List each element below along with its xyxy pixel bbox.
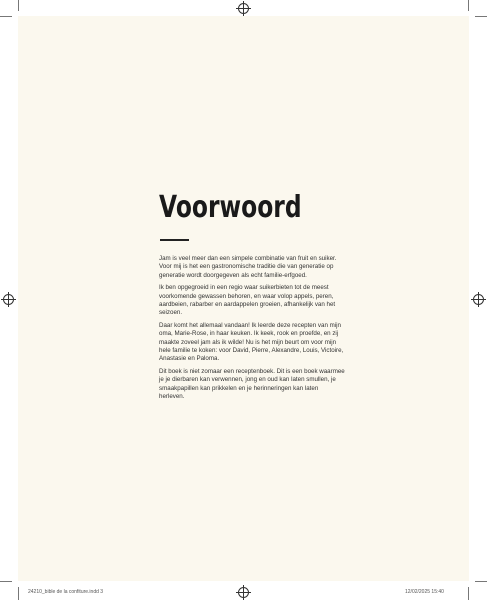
registration-mark-icon [473,294,484,305]
slug-filename: 24210_bible de la confiture.indd 3 [28,589,104,595]
crop-mark [18,0,19,11]
title-underline [160,239,189,241]
paragraph: Ik ben opgegroeid in een regio waar suikerbieten tot de meest voorkomende gewassen behoren, en waar volop appels, peren, aardbeien, rabarber en aardappelen groeien, afhankelijk van het seizoen. [159,284,336,317]
crop-mark [18,587,19,600]
registration-mark-icon [3,294,14,305]
page-title: Voorwoord [159,190,302,225]
crop-mark [0,581,12,582]
crop-mark [475,581,487,582]
crop-mark [0,16,12,17]
registration-mark-icon [238,3,249,14]
paragraph: Daar komt het allemaal vandaan! Ik leerde deze recepten van mijn oma, Marie-Rose, in haar keuken. Ik keek, rook en proefde, en zij maakte zoveel jam als ik wilde! Nu is het mijn beurt om voor mijn hele familie te koken: voor David, Pierre, Alexandre, Louis, Victoire, Anastasie en Paloma. [159,322,344,363]
crop-mark [475,16,487,17]
slug-datetime: 12/02/2025 15:40 [405,589,444,595]
crop-mark [468,0,469,11]
foreword-text [159,255,345,406]
crop-mark [468,587,469,600]
paragraph: Dit boek is niet zomaar een receptenboek. Dit is een boek waarmee je je dierbaren kan verwennen, jong en oud kan laten smullen, je smaakpapillen kan prikkelen en je herinneringen kan laten herleven. [159,368,345,400]
paragraph: Jam is veel meer dan een simpele combinatie van fruit en suiker. Voor mij is het een gastronomische traditie die van generatie op generatie wordt doorgegeven als echt familie-erfgoed. [159,255,337,279]
registration-mark-icon [238,587,249,598]
